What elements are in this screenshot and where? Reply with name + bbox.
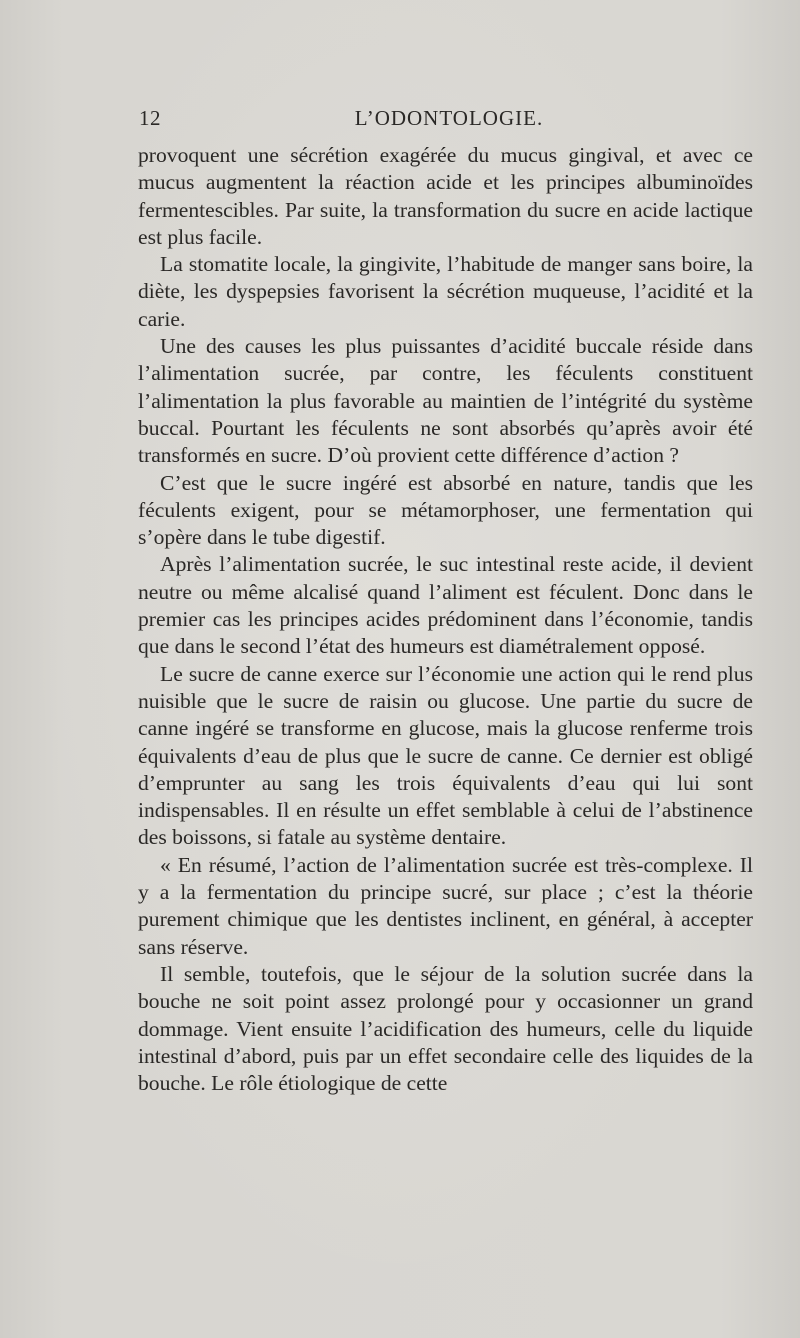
running-head: [139, 106, 759, 136]
page-number: 12: [139, 106, 161, 130]
running-title: L’ODONTOLOGIE.: [354, 106, 544, 130]
paragraph: La stomatite locale, la gingivite, l’habitude de manger sans boire, la diète, les dyspepsies favorisent la sécrétion muqueuse, l’acidité et la carie.: [138, 252, 753, 331]
paragraph: « En résumé, l’action de l’alimentation sucrée est très-complexe. Il y a la fermentation du principe sucré, sur place ; c’est la théorie purement chimique que les dentistes inclinent, en général, à accepter sans réserve.: [138, 852, 753, 959]
paragraph: Après l’alimentation sucrée, le suc intestinal reste acide, il devient neutre ou même alcalisé quand l’aliment est féculent. Donc dans le premier cas les principes acides prédominent dans l’économie, tandis que dans le second l’état des humeurs est diamétralement opposé.: [138, 552, 753, 659]
paragraph: provoquent une sécrétion exagérée du mucus gingival, et avec ce mucus augmentent la réaction acide et les principes albuminoïdes fermentescibles. Par suite, la transformation du sucre en acide lactique est plus facile.: [138, 143, 753, 249]
paragraph: Le sucre de canne exerce sur l’économie une action qui le rend plus nuisible que le sucre de raisin ou glucose. Une partie du sucre de canne ingéré se transforme en glucose, mais la glucose renferme trois équivalents d’eau de plus que le sucre de canne. Ce dernier est obligé d’emprunter au sang les trois équivalents d’eau qui lui sont indispensables. Il en résulte un effet semblable à celui de l’abstinence des boissons, si fatale au système dentaire.: [138, 661, 753, 850]
body-text: [138, 142, 753, 1097]
paragraph: Une des causes les plus puissantes d’acidité buccale réside dans l’alimentation sucrée, par contre, les féculents constituent l’alimentation la plus favorable au maintien de l’intégrité du système buccal. Pourtant les féculents ne sont absorbés qu’après avoir été transformés en sucre. D’où provient cette différence d’action ?: [138, 334, 753, 468]
paragraph: C’est que le sucre ingéré est absorbé en nature, tandis que les féculents exigent, pour se métamorphoser, une fermentation qui s’opère dans le tube digestif.: [138, 470, 753, 550]
paragraph: Il semble, toutefois, que le séjour de la solution sucrée dans la bouche ne soit point assez prolongé pour y occasionner un grand dommage. Vient ensuite l’acidification des humeurs, celle du liquide intestinal d’abord, puis par un effet secondaire celle des liquides de la bouche. Le rôle étiologique de cette: [138, 961, 753, 1096]
